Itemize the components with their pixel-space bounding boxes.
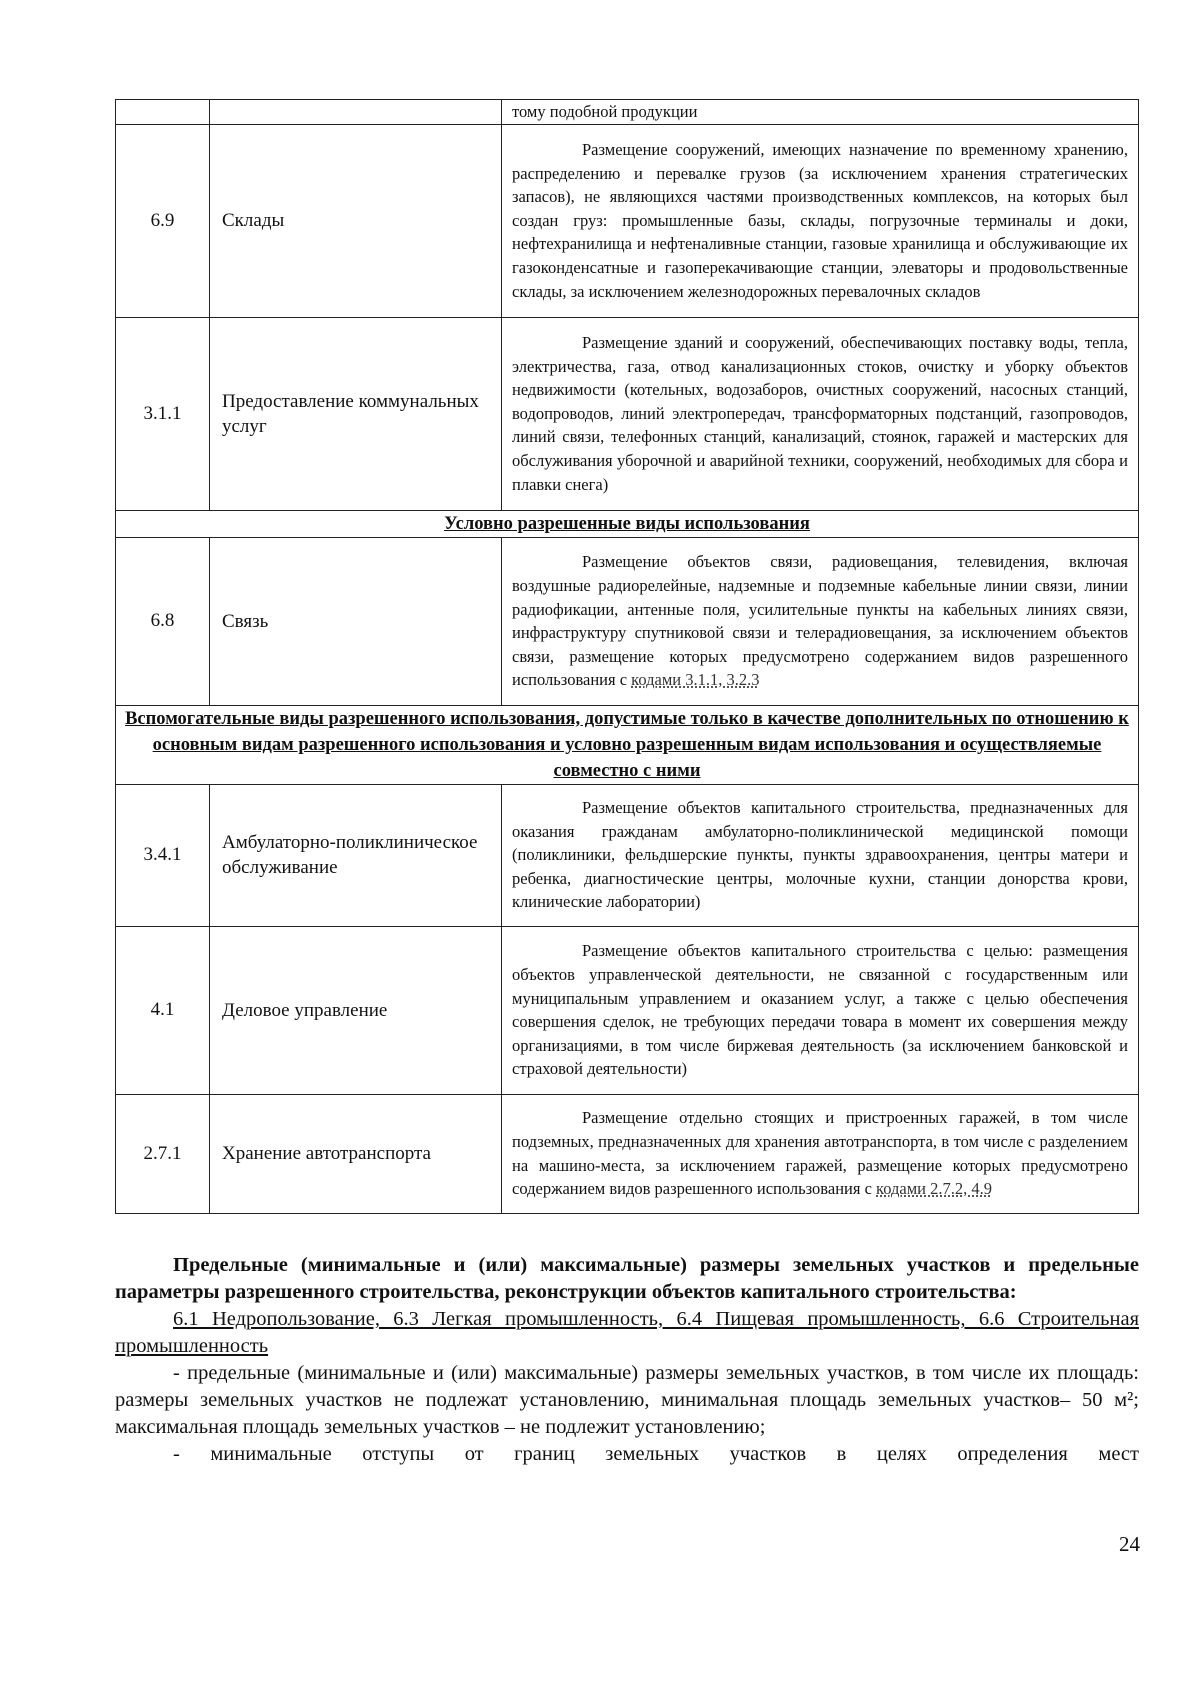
name-cell: Амбулаторно-поликлиническое обслуживание: [210, 784, 502, 926]
description-cell: [502, 100, 1139, 125]
description-text: Размещение объектов капитального строительства с целью: размещения объектов управленческой деятельности, не связанной с государственным или муниципальным управлением и оказанием услуг, а также с целью обеспечения совершения сделок, не требующих передачи товара в момент их совершения между организациями, в том числе биржевая деятельность (за исключением банковской и страховой деятельности): [512, 941, 1128, 1079]
code-cell: 6.8: [116, 537, 210, 705]
subheading-link[interactable]: 6.1 Недропользование, 6.3 Легкая промышленность, 6.4 Пищевая промышленность, 6.6 Строительная промышленность: [115, 1308, 1139, 1357]
section-row: [116, 510, 1139, 537]
paragraph: - предельные (минимальные и (или) максимальные) размеры земельных участков, в том числе их площадь: размеры земельных участков не подлежат установлению, минимальная площадь земельных участков– 50 м²; максимальная площадь земельных участков – не подлежит установлению;: [115, 1362, 1139, 1438]
code-cell: 6.9: [116, 124, 210, 317]
description-cell: [502, 784, 1139, 926]
description-text: Размещение отдельно стоящих и пристроенных гаражей, в том числе подземных, предназначенных для хранения автотранспорта, в том числе с разделением на машино-места, за исключением гаражей, размещение которых предусмотрено содержанием видов разрешенного использования с: [512, 1108, 1128, 1199]
table-row: [116, 317, 1139, 510]
description-cell: [502, 537, 1139, 705]
codes-link[interactable]: кодами 3.1.1, 3.2.3: [631, 670, 760, 690]
name-cell: Деловое управление: [210, 926, 502, 1094]
land-use-table: [115, 99, 1139, 1214]
code-cell: [116, 100, 210, 125]
name-cell: Предоставление коммунальных услуг: [210, 317, 502, 510]
table-row: [116, 784, 1139, 926]
table-row: [116, 124, 1139, 317]
section-row: [116, 705, 1139, 784]
description-text: Размещение объектов капитального строительства, предназначенных для оказания гражданам амбулаторно-поликлинической медицинской помощи (поликлиники, фельдшерские пункты, пункты здравоохранения, центры матери и ребенка, диагностические центры, молочные кухни, станции донорства крови, клинические лаборатории): [512, 798, 1128, 912]
description-text: Размещение зданий и сооружений, обеспечивающих поставку воды, тепла, электричества, газа, отвод канализационных стоков, очистку и уборку объектов недвижимости (котельных, водозаборов, очистных сооружений, насосных станций, водопроводов, линий электропередач, трансформаторных подстанций, газопроводов, линий связи, телефонных станций, канализаций, стоянок, гаражей и мастерских для обслуживания уборочной и аварийной техники, сооружений, необходимых для сбора и плавки снега): [512, 333, 1128, 494]
body-text: [115, 1252, 1139, 1468]
table-row: [116, 537, 1139, 705]
page-number: 24: [1119, 1532, 1140, 1556]
description-cell: [502, 1094, 1139, 1213]
description-text: тому подобной продукции: [512, 102, 698, 121]
section-heading: Предельные (минимальные и (или) максимальные) размеры земельных участков и предельные параметры разрешенного строительства, реконструкции объектов капитального строительства:: [115, 1254, 1139, 1303]
paragraph: - минимальные отступы от границ земельных участков в целях определения мест: [173, 1443, 1139, 1465]
table-row: [116, 926, 1139, 1094]
code-cell: 4.1: [116, 926, 210, 1094]
code-cell: 3.4.1: [116, 784, 210, 926]
name-cell: Связь: [210, 537, 502, 705]
section-title-conditional: Условно разрешенные виды использования: [116, 510, 1139, 537]
code-cell: 2.7.1: [116, 1094, 210, 1213]
name-cell: [210, 100, 502, 125]
section-title-auxiliary: Вспомогательные виды разрешенного использования, допустимые только в качестве дополнительных по отношению к основным видам разрешенного использования и условно разрешенным видам использования и осуществляемые совместно с ними: [116, 705, 1139, 784]
description-cell: [502, 317, 1139, 510]
name-cell: Хранение автотранспорта: [210, 1094, 502, 1213]
description-text: Размещение сооружений, имеющих назначение по временному хранению, распределению и перевалке грузов (за исключением хранения стратегических запасов), не являющихся частями производственных комплексов, на которых был создан груз: промышленные базы, склады, погрузочные терминалы и доки, нефтехранилища и нефтеналивные станции, газовые хранилища и обслуживающие их газоконденсатные и газоперекачивающие станции, элеваторы и продовольственные склады, за исключением железнодорожных перевалочных складов: [512, 140, 1128, 301]
name-cell: Склады: [210, 124, 502, 317]
description-cell: [502, 926, 1139, 1094]
code-cell: 3.1.1: [116, 317, 210, 510]
description-cell: [502, 124, 1139, 317]
codes-link[interactable]: кодами 2.7.2, 4.9: [876, 1179, 992, 1199]
table-row: [116, 1094, 1139, 1213]
table-row: [116, 100, 1139, 125]
description-text: Размещение объектов связи, радиовещания, телевидения, включая воздушные радиорелейные, надземные и подземные кабельные линии связи, линии радиофикации, антенные поля, усилительные пункты на кабельных линиях связи, инфраструктуру спутниковой связи и телерадиовещания, за исключением объектов связи, размещение которых предусмотрено содержанием видов разрешенного использования с: [512, 552, 1128, 690]
